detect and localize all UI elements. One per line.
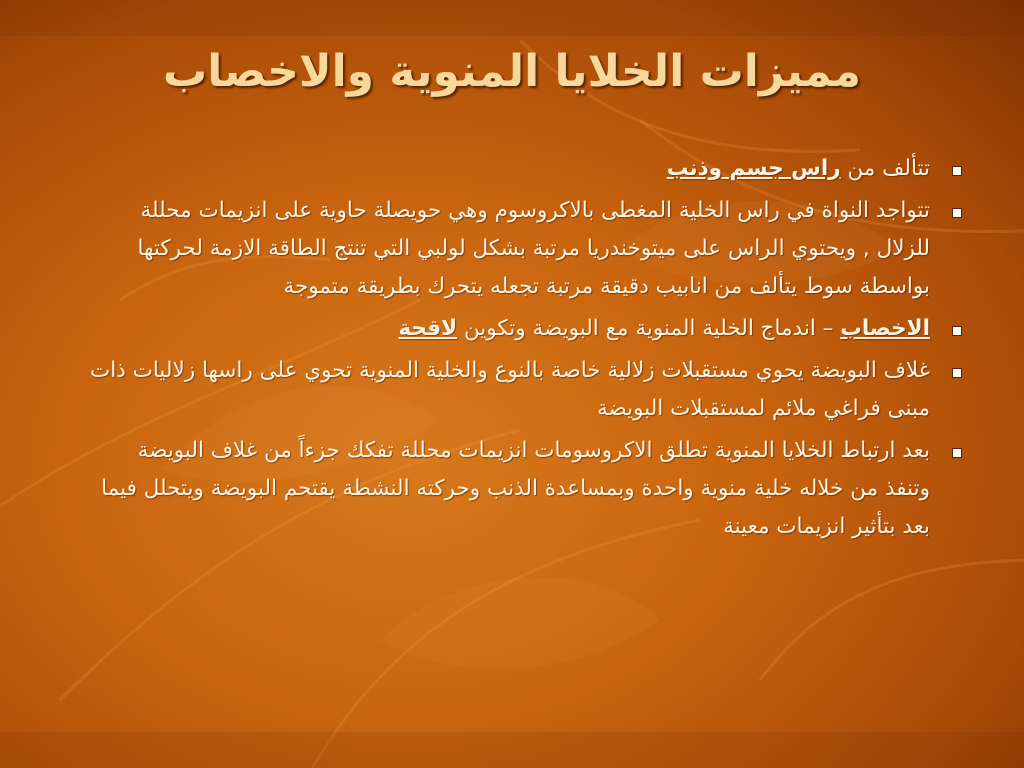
bullet-text: تتواجد النواة في راس الخلية المغطى بالاكروسوم وهي حويصلة حاوية على انزيمات محللة للزلال , ويحتوي الراس على ميتوخندريا مرتبة بشكل لولبي التي تنتج الطاقة الازمة لحركتها بواسطة سوط يتألف من انابيب دقيقة مرتبة تجعله يتحرك بطريقة متموجة (137, 198, 930, 299)
square-bullet-icon (952, 208, 962, 218)
bullet-text: بعد ارتباط الخلايا المنوية تطلق الاكروسومات انزيمات محللة تفكك جزءاً من غلاف البويضة وتنفذ من خلاله خلية منوية واحدة وبمساعدة الذنب وحركته النشطة يقتحم البويضة ويتحلل فيما بعد بتأثير انزيمات معينة (101, 438, 930, 539)
bullet-item-nucleus (86, 192, 966, 306)
bullet-item-composition (86, 150, 966, 188)
emphasized-term: الاخصاب (840, 316, 930, 341)
bullet-text: – اندماج الخلية المنوية مع البويضة وتكوين (457, 316, 841, 341)
bullet-text: غلاف البويضة يحوي مستقبلات زلالية خاصة بالنوع والخلية المنوية تحوي على راسها زلاليات ذات مبنى فراغي ملائم لمستقبلات البويضة (90, 358, 930, 421)
square-bullet-icon (952, 448, 962, 458)
bullet-item-acrosome-reaction (86, 432, 966, 546)
emphasized-term: لاقحة (398, 316, 458, 341)
bullet-item-egg-envelope (86, 352, 966, 428)
square-bullet-icon (952, 368, 962, 378)
square-bullet-icon (952, 166, 962, 176)
slide-title: مميزات الخلايا المنوية والاخصاب (163, 46, 861, 97)
square-bullet-icon (952, 326, 962, 336)
bullet-list (86, 150, 966, 550)
bullet-item-fertilization (86, 310, 966, 348)
emphasized-term: راس جسم وذنب (666, 156, 841, 181)
bullet-text: تتألف من (840, 156, 930, 181)
